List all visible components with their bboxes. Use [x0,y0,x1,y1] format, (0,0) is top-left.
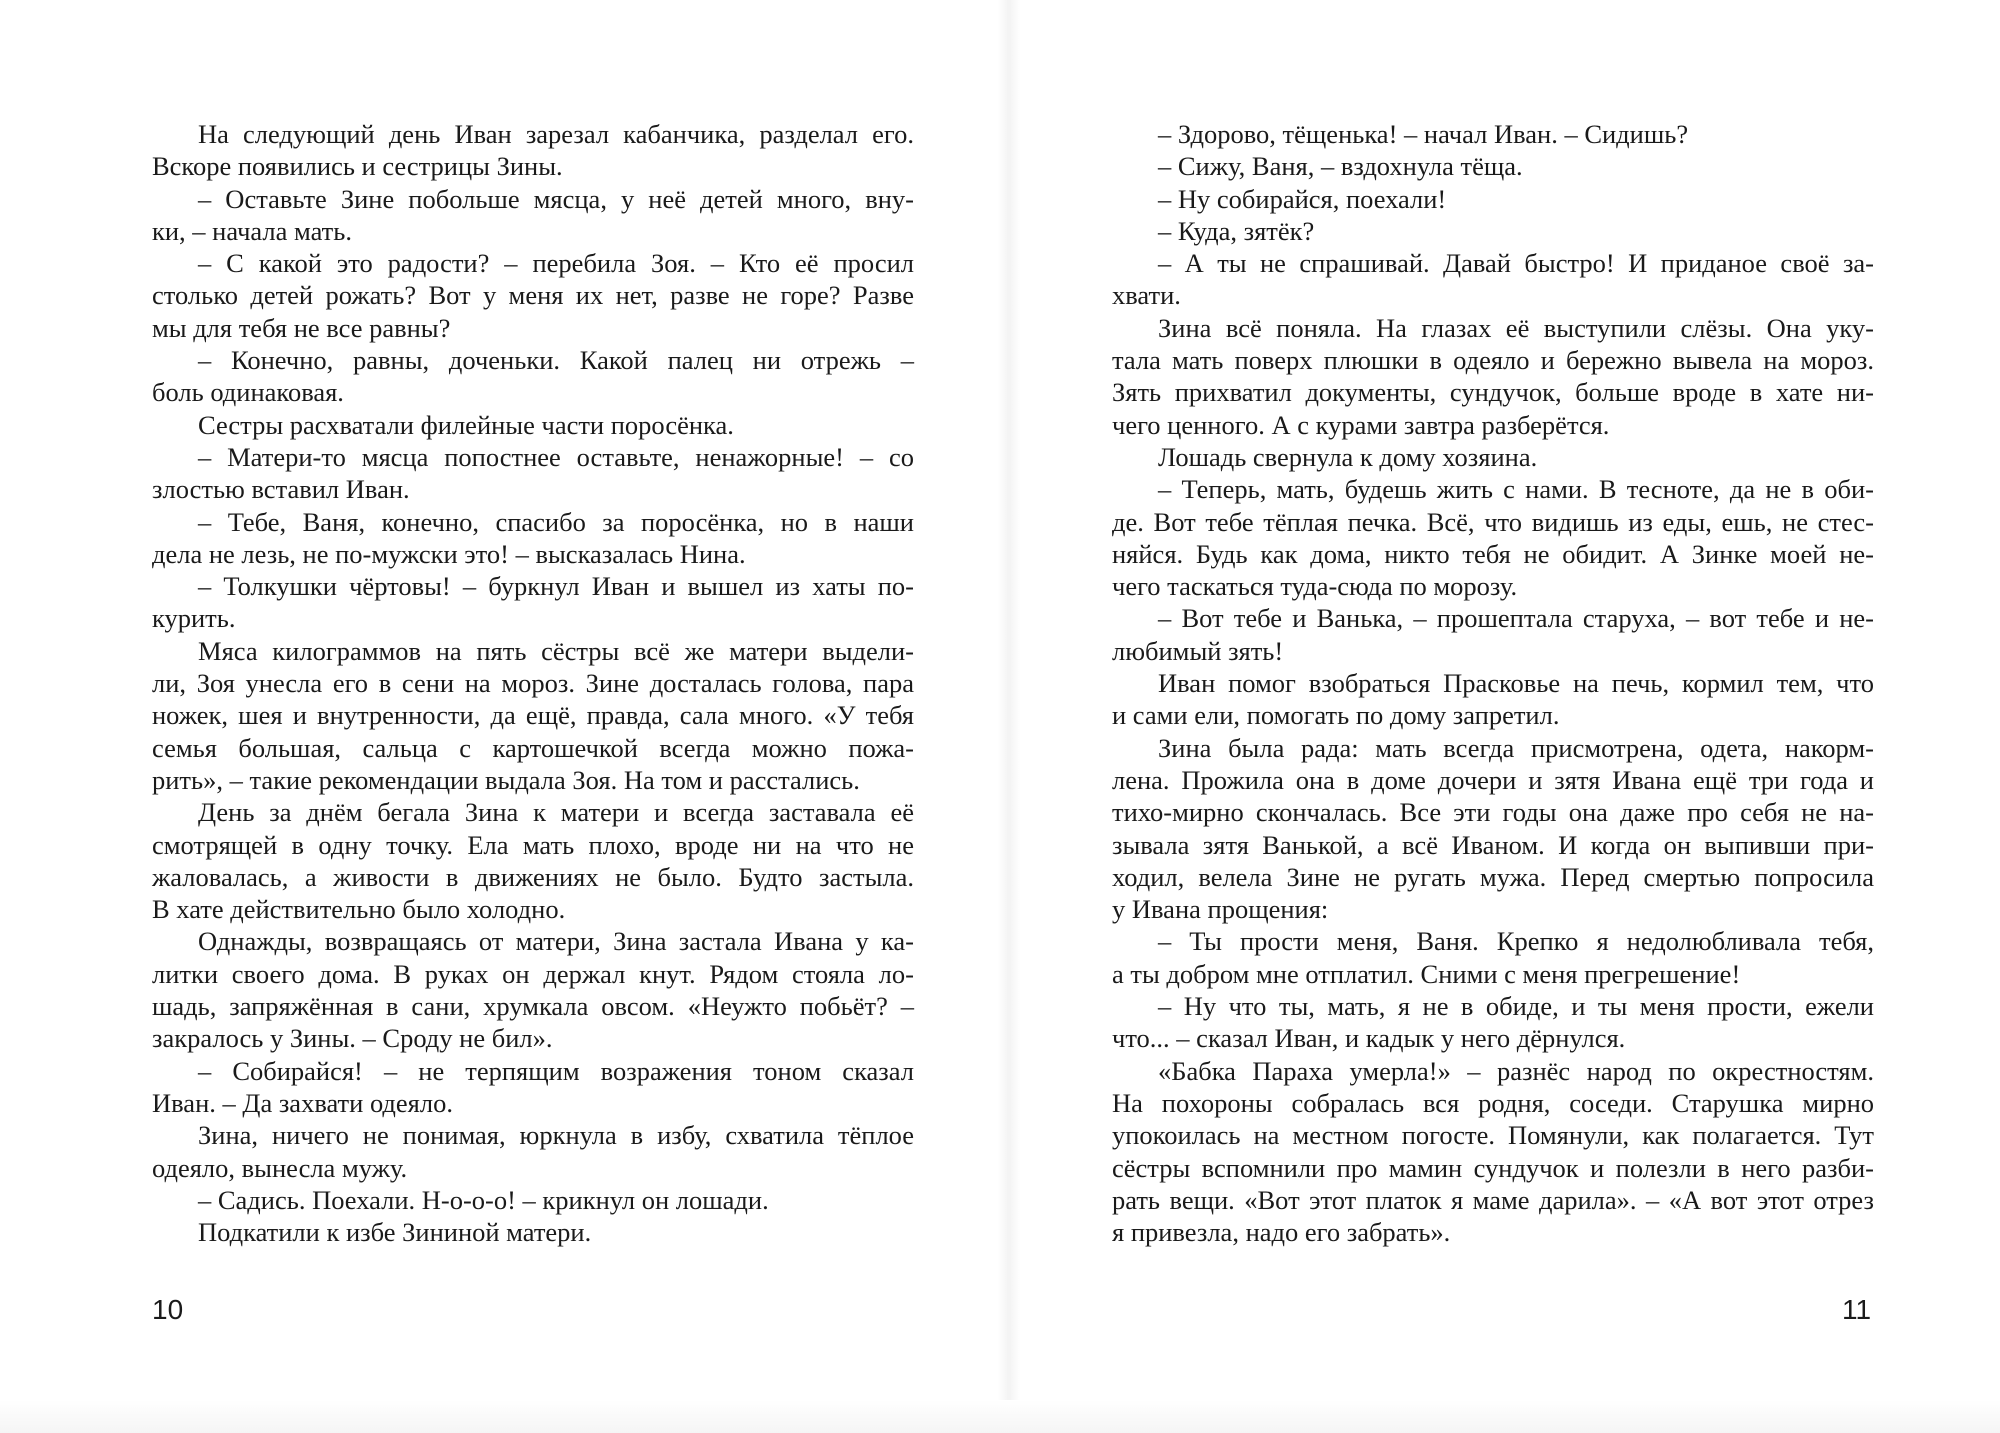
text-line: тала мать поверх плюшки в одеяло и бережно вывела на мороз. [1112,345,1874,376]
text-line: – Здорово, тёщенька! – начал Иван. – Сидишь? [1158,119,1689,149]
text-line: тихо-мирно скончалась. Все эти годы она даже про себя не на- [1112,797,1874,828]
text-line: закралось у Зины. – Сроду не бил». [152,1023,553,1054]
text-line: я привезла, надо его забрать». [1112,1217,1451,1248]
text-line: Зять прихватил документы, сундучок, больше вроде в хате ни- [1112,377,1874,408]
text-line: и сами ели, помогать по дому запретил. [1112,700,1560,731]
text-line: ножек, шея и внутренности, да ещё, правда, сала много. «У тебя [152,700,914,731]
text-line: любимый зять! [1112,635,1284,666]
text-line: рить», – такие рекомендации выдала Зоя. На том и расстались. [152,764,860,795]
text-line: – Ну что ты, мать, я не в обиде, и ты меня прости, ежели [1158,991,1874,1022]
text-line: Подкатили к избе Зининой матери. [198,1217,592,1248]
text-line: – А ты не спрашивай. Давай быстро! И приданое своё за- [1158,248,1874,279]
right-page-text [1112,118,1874,1248]
text-line: – Ты прости меня, Ваня. Крепко я недолюбливала тебя, [1158,926,1874,957]
text-line: курить. [152,603,236,634]
text-line: злостью вставил Иван. [152,474,410,505]
text-line: зывала зятя Ванькой, а всё Иваном. И когда он выпивши при- [1112,829,1874,860]
text-line: – Толкушки чёртовы! – буркнул Иван и вышел из хаты по- [198,571,914,602]
text-line: упокоилась на местном погосте. Помянули, как полагается. Тут [1112,1120,1874,1151]
text-line: В хате действительно было холодно. [152,894,566,925]
text-line: – Теперь, мать, будешь жить с нами. В тесноте, да не в оби- [1158,474,1874,505]
text-line: «Бабка Параха умерла!» – разнёс народ по окрестностям. [1158,1055,1874,1086]
right-page-number: 11 [1842,1294,1872,1325]
text-line: сёстры вспомнили про мамин сундучок и полезли в него разби- [1112,1152,1874,1183]
text-line: ки, – начала мать. [152,215,352,246]
text-line: чего ценного. А с курами завтра разберётся. [1112,409,1610,440]
text-line: де. Вот тебе тёплая печка. Всё, что видишь из еды, ешь, не стес- [1112,506,1874,537]
text-line: – Ну собирайся, поехали! [1158,183,1447,214]
left-page-number: 10 [152,1294,184,1325]
text-line: – Оставьте Зине побольше мясца, у неё детей много, вну- [198,183,914,214]
text-line: – Куда, зятёк? [1158,215,1315,246]
text-line: хвати. [1112,280,1181,311]
text-line: Иван помог взобраться Прасковье на печь, кормил тем, что [1158,668,1874,699]
text-line: литки своего дома. В руках он держал кнут. Рядом стояла ло- [152,958,914,989]
text-line: – Сижу, Ваня, – вздохнула тёща. [1158,151,1523,182]
text-line: Лошадь свернула к дому хозяина. [1158,441,1538,472]
text-line: жаловалась, а живости в движениях не было. Будто застыла. [152,861,914,892]
page-bottom-shadow [0,1400,2000,1433]
text-line: ли, Зоя унесла его в сени на мороз. Зине досталась голова, пара [152,668,914,699]
text-line: что... – сказал Иван, и кадык у него дёрнулся. [1112,1023,1626,1054]
text-line: – Вот тебе и Ванька, – прошептала старуха, – вот тебе и не- [1158,603,1874,634]
text-line: дела не лезь, не по-мужски это! – высказалась Нина. [152,538,746,569]
text-line: Вскоре появились и сестрицы Зины. [152,151,563,182]
text-line: – С какой это радости? – перебила Зоя. – Кто её просил [198,248,914,279]
text-line: День за днём бегала Зина к матери и всегда заставала её [198,797,914,828]
text-line: рать вещи. «Вот этот платок я маме дарила». – «А вот этот отрез [1112,1184,1874,1215]
text-line: На похороны собралась вся родня, соседи. Старушка мирно [1112,1087,1874,1118]
text-line: одеяло, вынесла мужу. [152,1152,408,1183]
text-line: столько детей рожать? Вот у меня их нет, разве не горе? Разве [152,280,914,311]
text-line: боль одинаковая. [152,377,344,408]
text-line: – Садись. Поехали. Н-о-о-о! – крикнул он лошади. [198,1184,769,1215]
text-line: – Конечно, равны, доченьки. Какой палец ни отрежь – [198,345,914,376]
text-line: лена. Прожила она в доме дочери и зятя Ивана ещё три года и [1112,764,1874,795]
text-line: – Собирайся! – не терпящим возражения тоном сказал [198,1055,914,1086]
text-line: Зина, ничего не понимая, юркнула в избу, схватила тёплое [198,1120,914,1151]
text-line: смотрящей в одну точку. Ела мать плохо, вроде ни на что не [152,829,914,860]
text-line: а ты добром мне отплатил. Сними с меня прегрешение! [1112,958,1741,989]
left-page-text [152,118,914,1248]
text-line: Сестры расхватали филейные части поросёнка. [198,409,734,440]
text-line: Зина всё поняла. На глазах её выступили слёзы. Она уку- [1158,312,1874,343]
text-line: Иван. – Да захвати одеяло. [152,1087,453,1118]
text-line: шадь, запряжённая в сани, хрумкала овсом. «Неужто побьёт? – [152,991,914,1022]
text-line: мы для тебя не все равны? [152,312,451,343]
text-line: – Матери-то мясца попостнее оставьте, ненажорные! – со [198,441,914,472]
text-line: На следующий день Иван зарезал кабанчика, разделал его. [198,119,914,149]
text-line: чего таскаться туда-сюда по морозу. [1112,571,1518,602]
text-line: у Ивана прощения: [1112,894,1329,925]
book-gutter [998,0,1020,1433]
text-line: Мяса килограммов на пять сёстры всё же матери выдели- [198,635,914,666]
text-line: семья большая, сальца с картошечкой всегда можно пожа- [152,732,914,763]
text-line: няйся. Будь как дома, никто тебя не обидит. А Зинке моей не- [1112,538,1874,569]
text-line: ходил, велела Зине не ругать мужа. Перед смертью попросила [1112,861,1874,892]
text-line: Однажды, возвращаясь от матери, Зина застала Ивана у ка- [198,926,914,957]
text-line: – Тебе, Ваня, конечно, спасибо за поросёнка, но в наши [198,506,914,537]
text-line: Зина была рада: мать всегда присмотрена, одета, накорм- [1158,732,1874,763]
